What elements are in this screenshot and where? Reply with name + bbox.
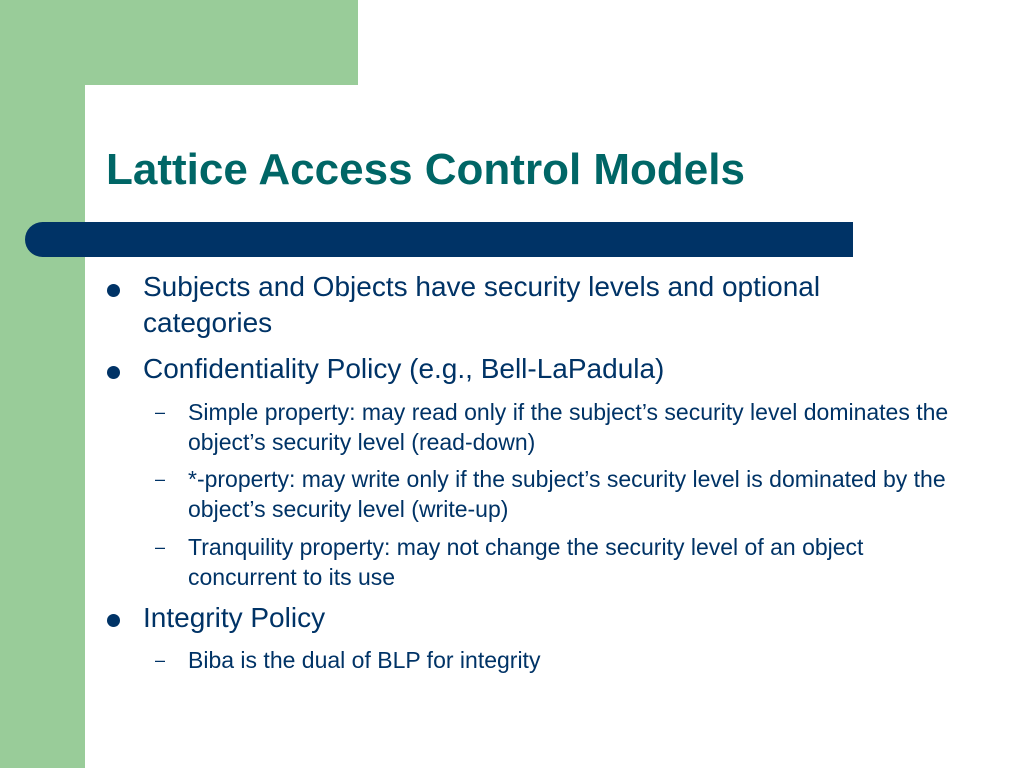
bullet-item-1: Subjects and Objects have security levels and optional categories bbox=[143, 271, 821, 338]
bullet-item-3: Integrity Policy bbox=[143, 602, 326, 633]
sub-dash-icon: – bbox=[155, 469, 166, 489]
sub-dash-icon: – bbox=[155, 402, 166, 422]
bullet-dot-icon bbox=[107, 284, 120, 297]
sub-item-star-property: *-property: may write only if the subject’s security level is dominated by the object’s security level (write-up) bbox=[188, 466, 946, 522]
bullet-dot-icon bbox=[107, 366, 120, 379]
bullet-dot-icon bbox=[107, 614, 120, 627]
sub-dash-icon: – bbox=[155, 537, 166, 557]
sub-item-simple-property: Simple property: may read only if the subject’s security level dominates the object’s security level (read-down) bbox=[188, 399, 949, 455]
bullet-item-2: Confidentiality Policy (e.g., Bell-LaPadula) bbox=[143, 353, 665, 384]
sub-item-biba: Biba is the dual of BLP for integrity bbox=[188, 647, 541, 673]
slide-title: Lattice Access Control Models bbox=[106, 145, 745, 194]
sub-dash-icon: – bbox=[155, 650, 166, 670]
sub-item-tranquility-property: Tranquility property: may not change the security level of an object concurrent to its use bbox=[188, 534, 864, 590]
